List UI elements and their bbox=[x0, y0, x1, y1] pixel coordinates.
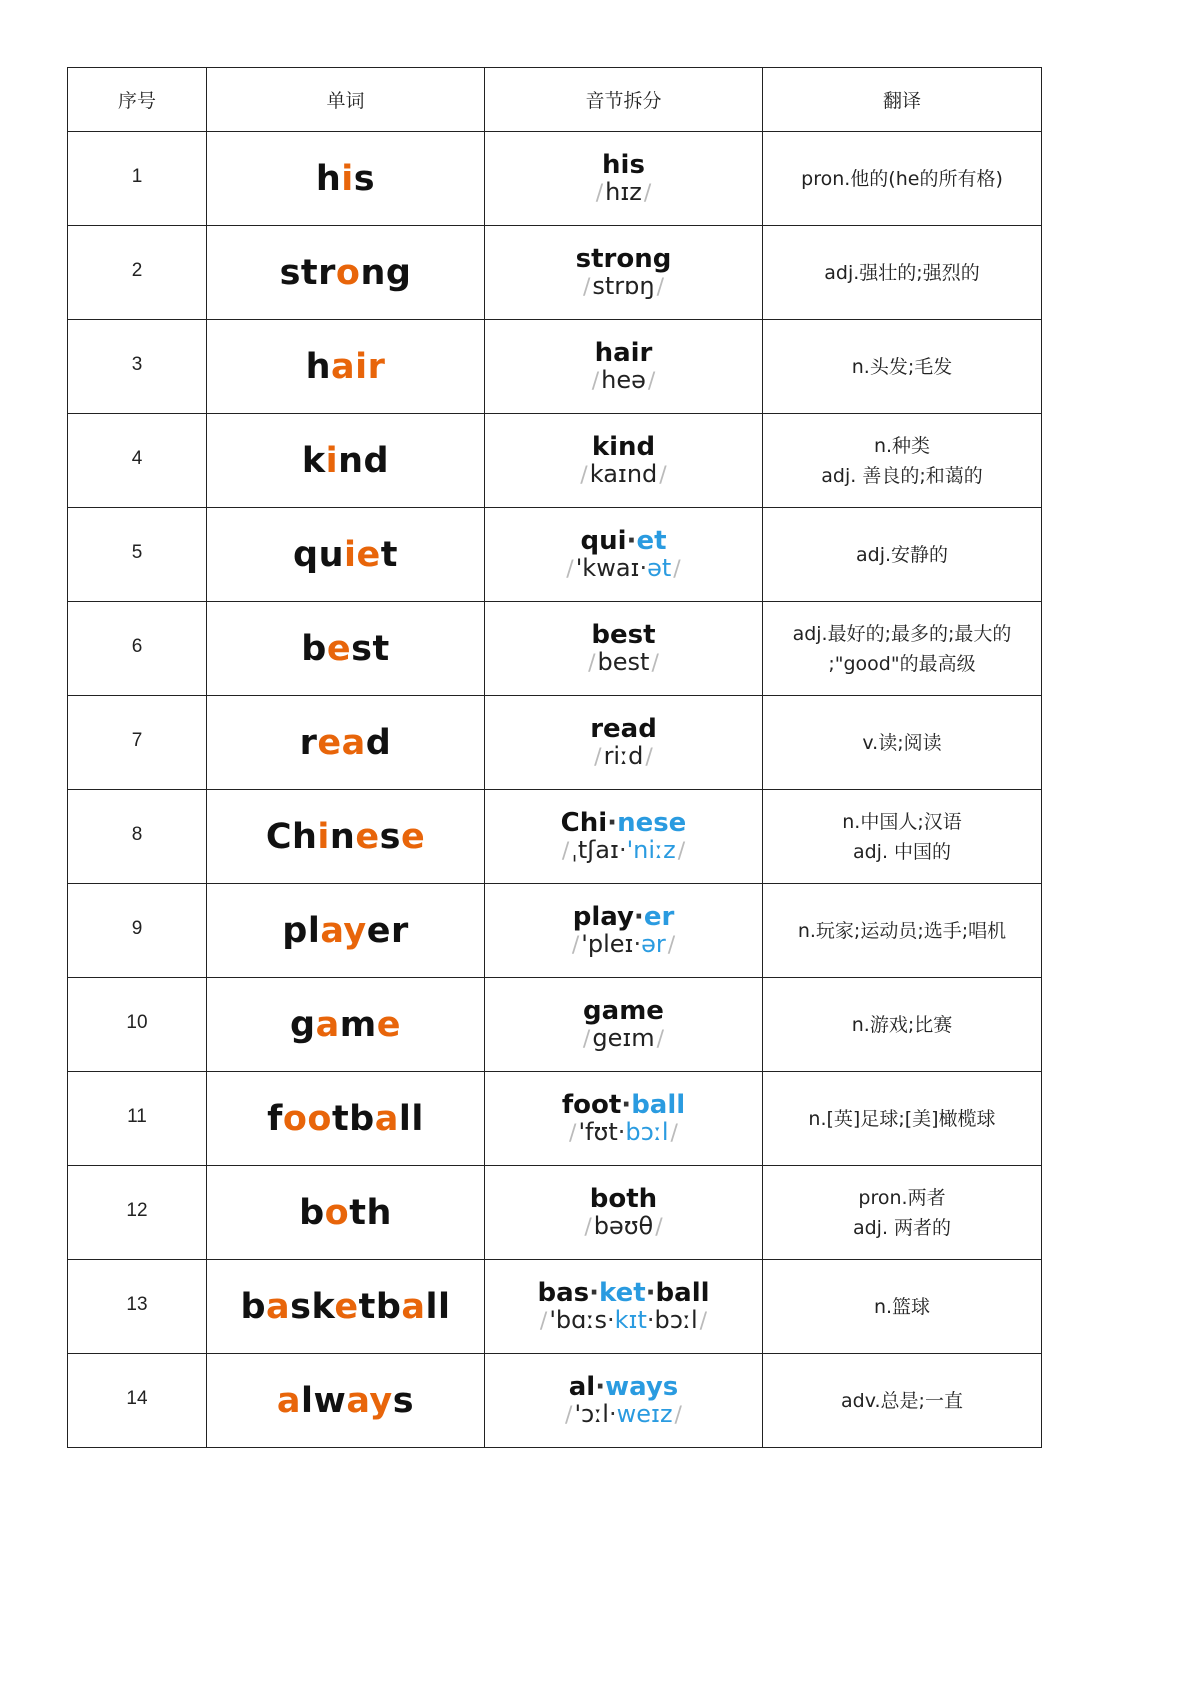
table-row bbox=[68, 978, 1042, 1072]
phonetic bbox=[485, 271, 762, 300]
word-cell bbox=[207, 320, 485, 414]
word bbox=[316, 159, 375, 199]
translation-line: adj.强壮的;强烈的 bbox=[824, 261, 980, 284]
word-segment: s bbox=[392, 1380, 415, 1421]
translation-line: n.种类 bbox=[873, 434, 931, 457]
syllable-cell bbox=[485, 1354, 763, 1448]
syllable-word bbox=[485, 716, 762, 743]
phonetic-slash: / bbox=[594, 744, 602, 770]
translation-cell bbox=[763, 1166, 1042, 1260]
phonetic-segment: ər bbox=[641, 929, 666, 958]
phonetic-slash: / bbox=[566, 556, 574, 582]
word-segment: a bbox=[315, 1004, 340, 1045]
syllable-word bbox=[485, 1092, 762, 1119]
syllable-cell bbox=[485, 884, 763, 978]
word bbox=[290, 1005, 401, 1045]
word bbox=[306, 347, 386, 387]
phonetic-segment: kɪt bbox=[614, 1305, 647, 1334]
word-segment: Ch bbox=[265, 816, 318, 857]
syllable-word bbox=[485, 246, 762, 273]
phonetic-segment: kaɪnd bbox=[589, 459, 658, 488]
word-segment: lw bbox=[301, 1380, 347, 1421]
translation-cell bbox=[763, 602, 1042, 696]
syllable-separator: · bbox=[589, 1278, 599, 1309]
syllable-cell bbox=[485, 508, 763, 602]
translation-cell bbox=[763, 1354, 1042, 1448]
phonetic-slash: / bbox=[588, 650, 596, 676]
syllable-cell bbox=[485, 790, 763, 884]
syllable-segment: Chi bbox=[560, 808, 608, 839]
row-number: 12 bbox=[68, 1166, 207, 1260]
phonetic-slash: / bbox=[591, 368, 600, 394]
syllable-word bbox=[485, 1280, 762, 1307]
phonetic-slash: / bbox=[673, 556, 681, 582]
word-segment: b bbox=[299, 1192, 325, 1233]
word-segment: oo bbox=[282, 1098, 332, 1139]
syllable-segment: hair bbox=[594, 338, 653, 369]
word-segment: e bbox=[400, 816, 426, 857]
header-syllables: 音节拆分 bbox=[485, 68, 763, 132]
translation-line: n.头发;毛发 bbox=[851, 355, 953, 378]
word-segment: er bbox=[366, 910, 409, 951]
table-row bbox=[68, 508, 1042, 602]
word-segment: b bbox=[301, 628, 327, 669]
word-cell bbox=[207, 790, 485, 884]
table-row bbox=[68, 132, 1042, 226]
translation-cell bbox=[763, 790, 1042, 884]
word bbox=[277, 1381, 414, 1421]
row-number: 4 bbox=[68, 414, 207, 508]
translation-cell bbox=[763, 1260, 1042, 1354]
syllable-separator: · bbox=[618, 835, 627, 864]
word-segment: str bbox=[279, 252, 336, 293]
syllable-segment: er bbox=[643, 902, 675, 933]
phonetic-slash: / bbox=[667, 932, 676, 958]
syllable-cell bbox=[485, 1072, 763, 1166]
translation-line: n.中国人;汉语 bbox=[842, 810, 962, 833]
translation-cell bbox=[763, 978, 1042, 1072]
phonetic-slash: / bbox=[643, 180, 652, 206]
word bbox=[299, 1193, 392, 1233]
phonetic bbox=[485, 1305, 762, 1334]
syllable-word bbox=[485, 340, 762, 367]
word-segment: tb bbox=[331, 1098, 375, 1139]
phonetic-slash: / bbox=[699, 1308, 708, 1334]
word-segment: ll bbox=[425, 1286, 451, 1327]
word-cell bbox=[207, 1354, 485, 1448]
row-number: 3 bbox=[68, 320, 207, 414]
phonetic-slash: / bbox=[677, 838, 686, 864]
phonetic-segment: bɔːl bbox=[654, 1305, 698, 1334]
syllable-separator: · bbox=[639, 553, 648, 582]
word-cell bbox=[207, 132, 485, 226]
word-segment: e bbox=[355, 816, 380, 857]
phonetic-slash: / bbox=[659, 462, 667, 488]
word-cell bbox=[207, 1166, 485, 1260]
word-segment: ll bbox=[398, 1098, 424, 1139]
translation-line: pron.他的(he的所有格) bbox=[801, 167, 1003, 190]
header-number: 序号 bbox=[68, 68, 207, 132]
syllable-segment: best bbox=[591, 620, 656, 651]
word-segment: m bbox=[339, 1004, 377, 1045]
word-segment: o bbox=[324, 1192, 350, 1233]
phonetic-slash: / bbox=[656, 274, 665, 300]
syllable-segment: ball bbox=[655, 1278, 710, 1309]
translation-line: ;"good"的最高级 bbox=[828, 652, 976, 675]
word-segment: s bbox=[353, 158, 376, 199]
syllable-separator: · bbox=[633, 929, 642, 958]
phonetic-segment: heə bbox=[601, 365, 646, 394]
syllable-cell bbox=[485, 132, 763, 226]
phonetic-segment: geɪm bbox=[592, 1023, 655, 1052]
translation-line: n.[英]足球;[美]橄榄球 bbox=[808, 1107, 996, 1130]
header-word: 单词 bbox=[207, 68, 485, 132]
word bbox=[301, 629, 389, 669]
word-cell bbox=[207, 414, 485, 508]
row-number: 6 bbox=[68, 602, 207, 696]
word-segment: nd bbox=[338, 440, 390, 481]
syllable-segment: kind bbox=[591, 432, 656, 463]
syllable-word bbox=[485, 810, 762, 837]
syllable-segment: nese bbox=[617, 808, 687, 839]
word-segment: ie bbox=[344, 534, 381, 575]
translation-line: adj. 善良的;和蔼的 bbox=[821, 464, 983, 487]
syllable-cell bbox=[485, 414, 763, 508]
syllable-cell bbox=[485, 978, 763, 1072]
vocabulary-table bbox=[67, 67, 1042, 1448]
phonetic bbox=[485, 459, 762, 488]
phonetic bbox=[485, 741, 762, 770]
syllable-segment: ball bbox=[631, 1090, 686, 1121]
phonetic-segment: strɒŋ bbox=[592, 271, 655, 300]
phonetic bbox=[485, 1211, 762, 1240]
syllable-word bbox=[485, 904, 762, 931]
phonetic-slash: / bbox=[656, 1026, 665, 1052]
phonetic bbox=[485, 835, 762, 864]
word-segment: d bbox=[365, 722, 392, 763]
table-row bbox=[68, 320, 1042, 414]
syllable-separator: · bbox=[646, 1305, 655, 1334]
word-cell bbox=[207, 696, 485, 790]
row-number: 10 bbox=[68, 978, 207, 1072]
translation-line: v.读;阅读 bbox=[862, 731, 942, 754]
phonetic-segment: riːd bbox=[603, 741, 644, 770]
syllable-word bbox=[485, 528, 762, 555]
table-body bbox=[68, 132, 1042, 1448]
phonetic-segment: hɪz bbox=[605, 177, 642, 206]
word-cell bbox=[207, 978, 485, 1072]
word bbox=[282, 911, 408, 951]
word-segment: r bbox=[299, 722, 318, 763]
word-segment: e bbox=[376, 1004, 401, 1045]
syllable-segment: both bbox=[589, 1184, 658, 1215]
phonetic-segment: ət bbox=[647, 553, 672, 582]
syllable-segment: ket bbox=[599, 1278, 646, 1309]
syllable-cell bbox=[485, 226, 763, 320]
translation-line: n.篮球 bbox=[873, 1295, 931, 1318]
row-number: 8 bbox=[68, 790, 207, 884]
phonetic-slash: / bbox=[674, 1402, 682, 1428]
phonetic-slash: / bbox=[670, 1120, 678, 1146]
table-header-row bbox=[68, 68, 1042, 132]
table-row bbox=[68, 602, 1042, 696]
translation-cell bbox=[763, 226, 1042, 320]
syllable-segment: al bbox=[568, 1372, 596, 1403]
word bbox=[267, 1099, 424, 1139]
header-translation: 翻译 bbox=[763, 68, 1042, 132]
phonetic-slash: / bbox=[655, 1214, 663, 1240]
translation-cell bbox=[763, 132, 1042, 226]
syllable-separator: · bbox=[626, 526, 637, 557]
word-segment: s bbox=[379, 816, 401, 857]
syllable-segment: ways bbox=[605, 1372, 679, 1403]
word-segment: ea bbox=[317, 722, 366, 763]
phonetic-slash: / bbox=[595, 180, 604, 206]
word bbox=[280, 253, 412, 293]
syllable-separator: · bbox=[621, 1090, 632, 1121]
syllable-segment: bas bbox=[537, 1278, 590, 1309]
translation-line: adj.安静的 bbox=[855, 543, 949, 566]
word-cell bbox=[207, 226, 485, 320]
syllable-word bbox=[485, 152, 762, 179]
syllable-separator: · bbox=[633, 902, 644, 933]
word-cell bbox=[207, 1072, 485, 1166]
phonetic-segment: bəʊθ bbox=[593, 1211, 654, 1240]
phonetic-slash: / bbox=[569, 1120, 577, 1146]
phonetic-slash: / bbox=[571, 932, 580, 958]
syllable-segment: game bbox=[583, 996, 664, 1027]
phonetic-slash: / bbox=[647, 368, 656, 394]
word bbox=[300, 723, 392, 763]
word bbox=[240, 1287, 450, 1327]
table-row bbox=[68, 1166, 1042, 1260]
phonetic-slash: / bbox=[582, 1026, 591, 1052]
table-row bbox=[68, 1354, 1042, 1448]
phonetic-segment: 'bɑːs bbox=[549, 1305, 607, 1334]
syllable-word bbox=[485, 998, 762, 1025]
translation-cell bbox=[763, 320, 1042, 414]
word-cell bbox=[207, 602, 485, 696]
syllable-segment: read bbox=[590, 714, 657, 745]
syllable-separator: · bbox=[607, 808, 618, 839]
translation-cell bbox=[763, 508, 1042, 602]
word-segment: ay bbox=[320, 910, 367, 951]
row-number: 2 bbox=[68, 226, 207, 320]
syllable-segment: strong bbox=[575, 244, 672, 275]
translation-cell bbox=[763, 696, 1042, 790]
syllable-separator: · bbox=[645, 1278, 656, 1309]
word-segment: k bbox=[301, 440, 326, 481]
word-segment: a bbox=[401, 1286, 426, 1327]
phonetic-slash: / bbox=[561, 838, 570, 864]
word-segment: i bbox=[317, 816, 330, 857]
table-row bbox=[68, 414, 1042, 508]
phonetic-segment: 'niːz bbox=[626, 835, 676, 864]
row-number: 11 bbox=[68, 1072, 207, 1166]
phonetic-segment: 'kwaɪ bbox=[575, 553, 640, 582]
phonetic bbox=[485, 647, 762, 676]
word-segment: f bbox=[267, 1098, 283, 1139]
phonetic bbox=[485, 553, 762, 582]
syllable-segment: play bbox=[572, 902, 634, 933]
syllable-separator: · bbox=[606, 1305, 615, 1334]
phonetic-segment: best bbox=[597, 647, 650, 676]
syllable-segment: his bbox=[602, 150, 645, 181]
syllable-word bbox=[485, 434, 762, 461]
word bbox=[302, 441, 389, 481]
translation-cell bbox=[763, 414, 1042, 508]
phonetic-segment: weɪz bbox=[616, 1399, 673, 1428]
phonetic-slash: / bbox=[582, 274, 591, 300]
word-cell bbox=[207, 1260, 485, 1354]
word-segment: t bbox=[380, 534, 398, 575]
word-segment: i bbox=[341, 158, 354, 199]
syllable-cell bbox=[485, 602, 763, 696]
translation-line: pron.两者 bbox=[858, 1186, 946, 1209]
table-row bbox=[68, 1260, 1042, 1354]
phonetic bbox=[485, 365, 762, 394]
syllable-word bbox=[485, 1374, 762, 1401]
phonetic-slash: / bbox=[645, 744, 653, 770]
phonetic-segment: ˌtʃaɪ bbox=[571, 835, 619, 864]
syllable-segment: foot bbox=[561, 1090, 622, 1121]
word-segment: g bbox=[290, 1004, 316, 1045]
phonetic-segment: 'ɔːl bbox=[574, 1399, 609, 1428]
row-number: 7 bbox=[68, 696, 207, 790]
syllable-cell bbox=[485, 320, 763, 414]
word-segment: tb bbox=[358, 1286, 402, 1327]
translation-line: adv.总是;一直 bbox=[841, 1389, 963, 1412]
phonetic-slash: / bbox=[580, 462, 588, 488]
table-row bbox=[68, 226, 1042, 320]
translation-line: n.游戏;比赛 bbox=[851, 1013, 953, 1036]
phonetic-slash: / bbox=[651, 650, 659, 676]
word-segment: h bbox=[315, 158, 342, 199]
translation-cell bbox=[763, 1072, 1042, 1166]
word bbox=[293, 535, 398, 575]
row-number: 1 bbox=[68, 132, 207, 226]
word-segment: b bbox=[240, 1286, 267, 1327]
word-segment: pl bbox=[282, 910, 321, 951]
word-segment: e bbox=[334, 1286, 359, 1327]
phonetic-slash: / bbox=[584, 1214, 592, 1240]
syllable-separator: · bbox=[617, 1117, 626, 1146]
phonetic bbox=[485, 177, 762, 206]
syllable-segment: et bbox=[636, 526, 667, 557]
syllable-separator: · bbox=[595, 1372, 606, 1403]
row-number: 5 bbox=[68, 508, 207, 602]
table-row bbox=[68, 884, 1042, 978]
phonetic bbox=[485, 1117, 762, 1146]
word-segment: qu bbox=[293, 534, 344, 575]
table-row bbox=[68, 696, 1042, 790]
syllable-word bbox=[485, 622, 762, 649]
word-segment: a bbox=[266, 1286, 291, 1327]
phonetic bbox=[485, 929, 762, 958]
word-segment: e bbox=[326, 628, 352, 669]
word-cell bbox=[207, 508, 485, 602]
phonetic bbox=[485, 1399, 762, 1428]
word-segment: a bbox=[276, 1380, 302, 1421]
word-segment: sk bbox=[290, 1286, 335, 1327]
word-segment: o bbox=[335, 252, 361, 293]
word-segment: h bbox=[305, 346, 332, 387]
table-row bbox=[68, 790, 1042, 884]
syllable-segment: qui bbox=[580, 526, 627, 557]
phonetic-segment: 'pleɪ bbox=[581, 929, 634, 958]
word-segment: st bbox=[351, 628, 390, 669]
syllable-word bbox=[485, 1186, 762, 1213]
translation-line: adj.最好的;最多的;最大的 bbox=[792, 622, 1012, 645]
word-segment: th bbox=[349, 1192, 392, 1233]
syllable-cell bbox=[485, 696, 763, 790]
row-number: 14 bbox=[68, 1354, 207, 1448]
word-segment: ng bbox=[360, 252, 412, 293]
word-segment: ay bbox=[346, 1380, 393, 1421]
syllable-cell bbox=[485, 1166, 763, 1260]
word-cell bbox=[207, 884, 485, 978]
translation-line: n.玩家;运动员;选手;唱机 bbox=[797, 919, 1007, 942]
syllable-cell bbox=[485, 1260, 763, 1354]
word bbox=[266, 817, 425, 857]
word-segment: air bbox=[331, 346, 386, 387]
translation-line: adj. 两者的 bbox=[852, 1216, 952, 1239]
word-segment: n bbox=[329, 816, 356, 857]
translation-line: adj. 中国的 bbox=[852, 840, 952, 863]
syllable-separator: · bbox=[608, 1399, 617, 1428]
word-segment: i bbox=[325, 440, 339, 481]
phonetic-segment: 'fʊt bbox=[578, 1117, 618, 1146]
phonetic-segment: bɔːl bbox=[625, 1117, 669, 1146]
phonetic bbox=[485, 1023, 762, 1052]
row-number: 9 bbox=[68, 884, 207, 978]
phonetic-slash: / bbox=[539, 1308, 548, 1334]
word-segment: a bbox=[374, 1098, 399, 1139]
translation-cell bbox=[763, 884, 1042, 978]
phonetic-slash: / bbox=[565, 1402, 573, 1428]
table-row bbox=[68, 1072, 1042, 1166]
row-number: 13 bbox=[68, 1260, 207, 1354]
